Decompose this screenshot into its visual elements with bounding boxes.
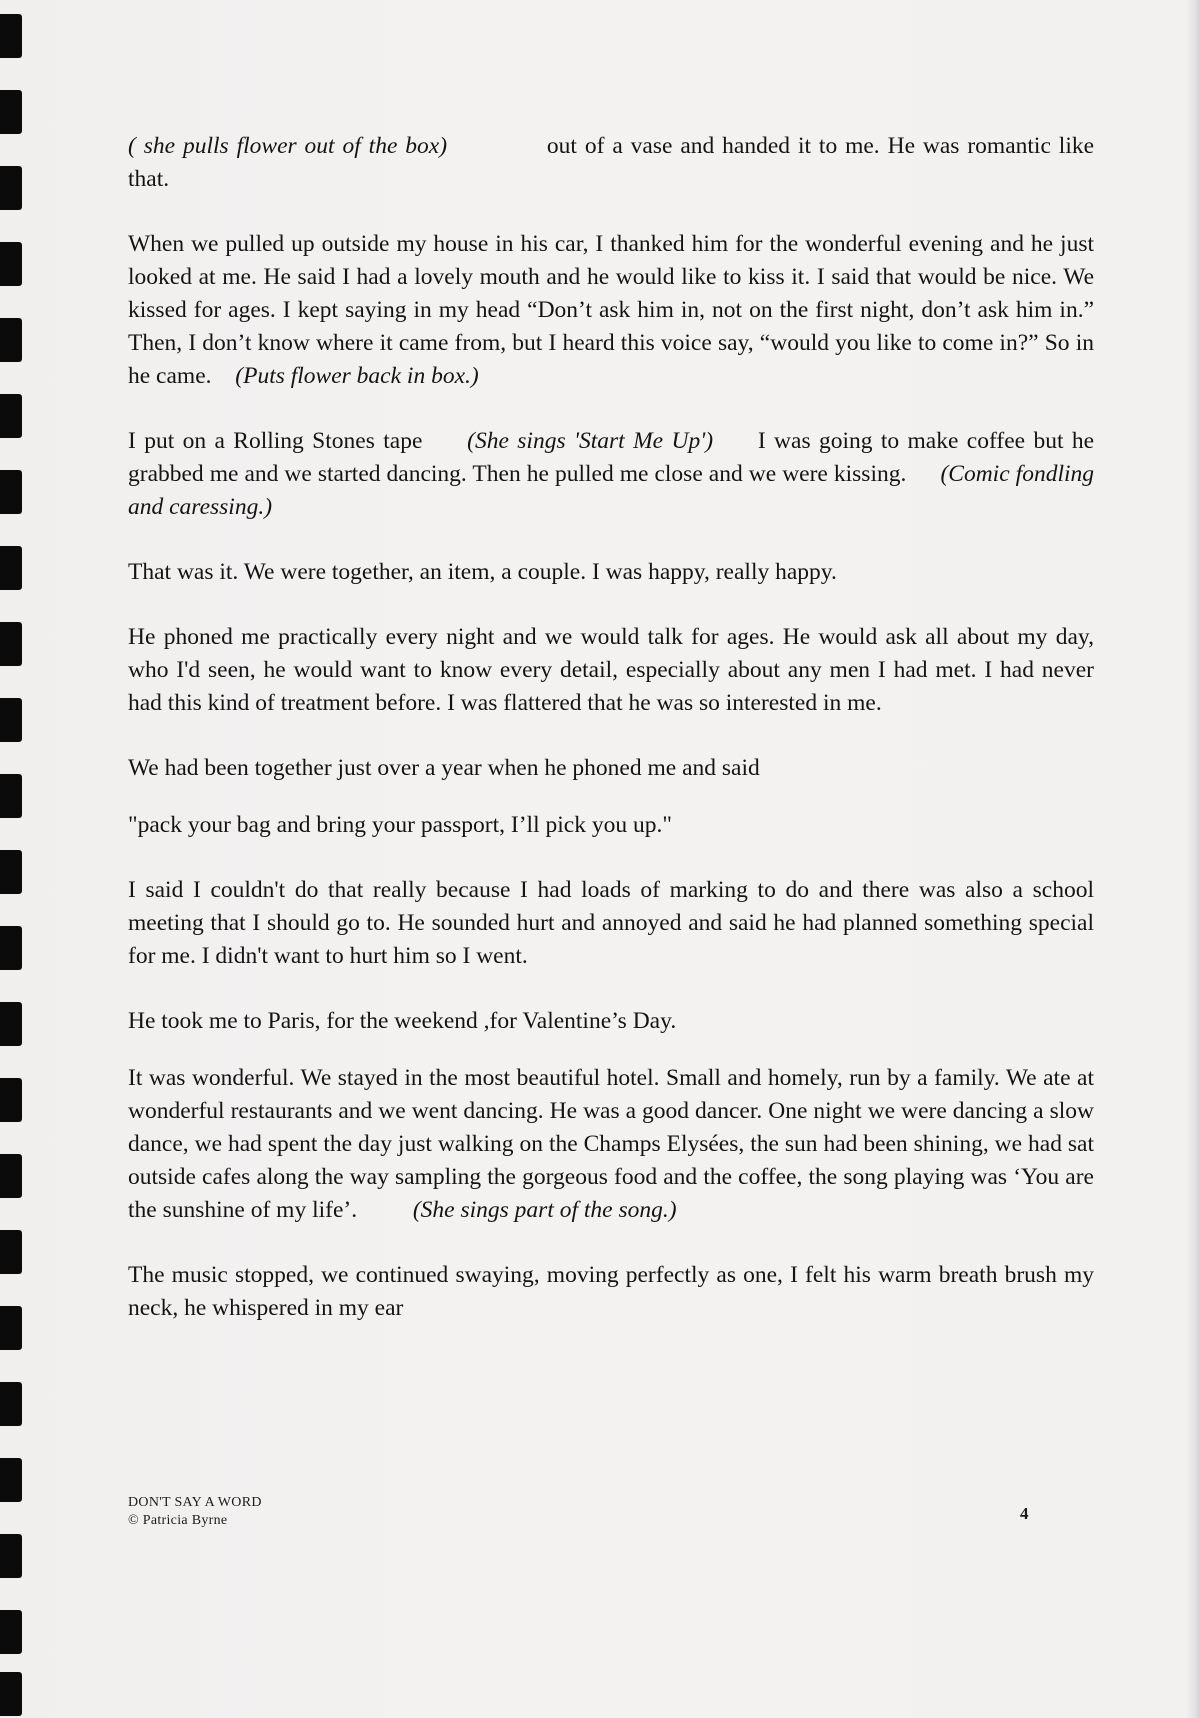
paragraph-text: It was wonderful. We stayed in the most beautiful hotel. Small and homely, run by a family. We ate at wonderful restaurants and we went dancing. He was a good dancer. One night we were dancing a slow dance, we had spent the day just walking on the Champs Elysées, the sun had been shining, we had sat outside cafes along the way sampling the gorgeous food and the coffee, the song playing was ‘You are the sunshine of my life’. (128, 1065, 1094, 1223)
binding-hole (0, 1002, 22, 1046)
binding-hole (0, 394, 22, 438)
paragraph (128, 130, 1094, 196)
paragraph-text: I put on a Rolling Stones tape (128, 428, 423, 454)
binding-hole (0, 622, 22, 666)
paragraph (128, 425, 1094, 524)
binding-hole (0, 1458, 22, 1502)
paragraph-text: I was going to make coffee but he grabbed me and we started dancing. Then he pulled me close and we were kissing. (128, 428, 1095, 487)
binding-hole (0, 90, 22, 134)
script-text (128, 130, 1094, 1357)
paragraph (128, 556, 1094, 589)
paragraph-text: The music stopped, we continued swaying, moving perfectly as one, I felt his warm breath brush my neck, he whispered in my ear (128, 1262, 1094, 1321)
paragraph (128, 809, 1094, 842)
binding-hole (0, 1672, 22, 1716)
stage-direction: (Comic fondling and caressing.) (128, 461, 1095, 520)
binding-hole (0, 1078, 22, 1122)
paragraph-text: out of a vase and handed it to me. He was romantic like that. (128, 133, 1095, 192)
paragraph-text: "pack your bag and bring your passport, I’ll pick you up." (128, 812, 672, 838)
binding-hole (0, 1230, 22, 1274)
binding-hole (0, 318, 22, 362)
binding-hole (0, 470, 22, 514)
binding-hole (0, 242, 22, 286)
binding-hole (0, 1306, 22, 1350)
binding-hole (0, 166, 22, 210)
footer-copyright: © Patricia Byrne (128, 1513, 228, 1528)
binding-hole (0, 698, 22, 742)
paragraph (128, 228, 1094, 393)
binding-hole (0, 1534, 22, 1578)
binding-hole (0, 1610, 22, 1654)
stage-direction: ( she pulls flower out of the box) (128, 133, 448, 159)
paragraph (128, 1005, 1094, 1038)
page-footer (128, 1494, 262, 1530)
footer-title: DON'T SAY A WORD (128, 1495, 262, 1510)
paragraph (128, 874, 1094, 973)
page-number: 4 (1020, 1504, 1029, 1523)
stage-direction: (She sings part of the song.) (412, 1197, 677, 1223)
paragraph-text: When we pulled up outside my house in his car, I thanked him for the wonderful evening and he just looked at me. He said I had a lovely mouth and he would like to kiss it. I said that would be nice. We kissed for ages. I kept saying in my head “Don’t ask him in, not on the first night, don’t ask him in.” Then, I don’t know where it came from, but I heard this voice say, “would you like to come in?” So in he came. (128, 231, 1094, 389)
paragraph-text: We had been together just over a year when he phoned me and said (128, 755, 760, 781)
binding-hole (0, 14, 22, 58)
paragraph (128, 1259, 1094, 1325)
binding-hole (0, 546, 22, 590)
paragraph-text: That was it. We were together, an item, a couple. I was happy, really happy. (128, 559, 837, 585)
paragraph (128, 1062, 1094, 1227)
paragraph (128, 621, 1094, 720)
stage-direction: (She sings 'Start Me Up') (467, 428, 714, 454)
binding-hole (0, 850, 22, 894)
paragraph-text: I said I couldn't do that really because I had loads of marking to do and there was also a school meeting that I should go to. He sounded hurt and annoyed and said he had planned something special for me. I didn't want to hurt him so I went. (128, 877, 1094, 969)
binding-hole (0, 1154, 22, 1198)
paragraph-text: He took me to Paris, for the weekend ,for Valentine’s Day. (128, 1008, 677, 1034)
stage-direction: (Puts flower back in box.) (235, 363, 479, 389)
binding-hole (0, 1382, 22, 1426)
binding-hole (0, 926, 22, 970)
paragraph-text: He phoned me practically every night and we would talk for ages. He would ask all about my day, who I'd seen, he would want to know every detail, especially about any men I had met. I had never had this kind of treatment before. I was flattered that he was so interested in me. (128, 624, 1094, 716)
paragraph (128, 752, 1094, 785)
spiral-binding (0, 0, 30, 1718)
page-edge-shadow (1186, 0, 1200, 1718)
binding-hole (0, 774, 22, 818)
